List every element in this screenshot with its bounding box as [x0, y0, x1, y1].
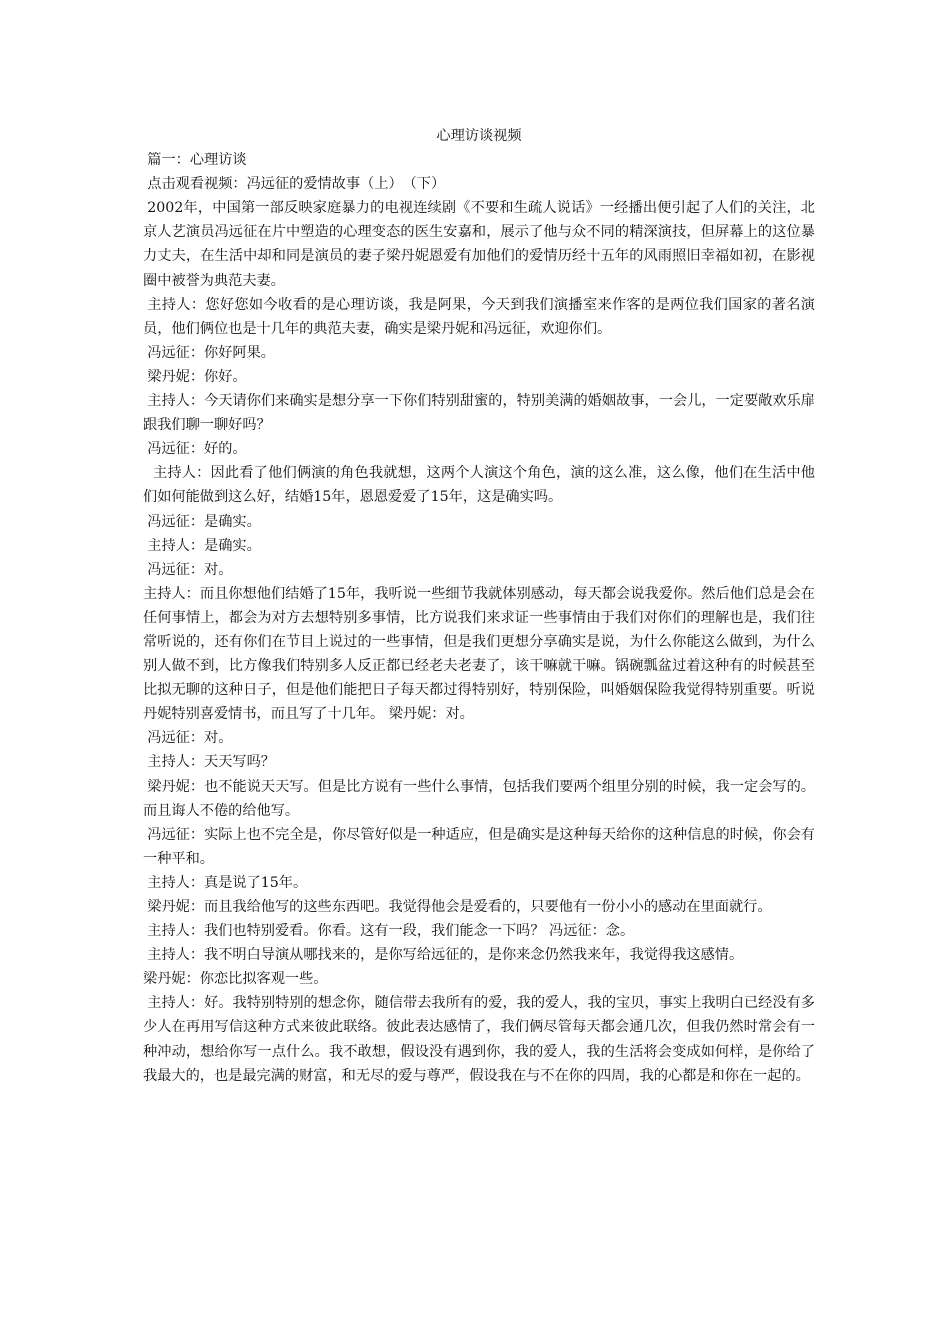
dialogue-paragraph: 主持人：我不明白导演从哪找来的，是你写给远征的，是你来念仍然我来年，我觉得我这感情。: [147, 947, 744, 964]
dialogue-paragraph: 冯远征：对。: [147, 730, 233, 747]
intro-paragraph: 2002年，中国第一部反映家庭暴力的电视连续剧《不要和生疏人说话》一经播出便引起了人们的关注，北京人艺演员冯远征在片中塑造的心理变态的医生安嘉和，展示了他与众不同的精深演技，但屏幕上的这位暴力丈夫，在生活中却和同是演员的妻子梁丹妮恩爱有加他们的爱情历经十五年的风雨照旧幸福如初，在影视圈中被誉为典范夫妻。: [143, 200, 815, 289]
dialogue-paragraph: 主持人：天天写吗？: [147, 754, 275, 771]
dialogue-paragraph: 主持人：是确实。: [147, 537, 261, 554]
dialogue-paragraph: 冯远征：好的。: [147, 441, 247, 458]
document-body: [143, 124, 815, 1088]
dialogue-paragraph: 主持人：真是说了15年。: [147, 874, 308, 891]
dialogue-paragraph: 冯远征：是确实。: [147, 513, 261, 530]
dialogue-paragraph: 梁丹妮：你好。: [147, 368, 247, 385]
dialogue-paragraph: 梁丹妮：你恋比拟客观一些。: [143, 971, 328, 988]
dialogue-paragraph: 主持人：而且你想他们结婚了15年，我听说一些细节我就体别感动，每天都会说我爱你。然后他们总是会在任何事情上，都会为对方去想特别多事情，比方说我们来求证一些事情由于我们对你们的理解也是，我们往常听说的，还有你们在节目上说过的一些事情，但是我们更想分享确实是说，为什么你能这么做到，为什么别人做不到，比方像我们特别多人反正都已经老夫老妻了，该干嘛就干嘛。锅碗瓢盆过着这种有的时候甚至比拟无聊的这种日子，但是他们能把日子每天都过得特别好，特别保险，叫婚姻保险我觉得特别重要。听说丹妮特别喜爱情书，而且写了十几年。 梁丹妮：对。: [143, 585, 815, 723]
letter-paragraph: 主持人：好。我特别特别的想念你，随信带去我所有的爱，我的爱人，我的宝贝，事实上我明白已经没有多少人在再用写信这种方式来彼此联络。彼此表达感情了，我们俩尽管每天都会通几次，但我仍然时常会有一种冲动，想给你写一点什么。我不敢想，假设没有遇到你，我的爱人，我的生活将会变成如何样，是你给了我最大的，也是最完满的财富，和无尽的爱与尊严，假设我在与不在你的四周，我的心都是和你在一起的。: [143, 995, 815, 1084]
dialogue-paragraph: 冯远征：对。: [147, 561, 233, 578]
dialogue-paragraph: 梁丹妮：而且我给他写的这些东西吧。我觉得他会是爱看的，只要他有一份小小的感动在里面就行。: [147, 899, 772, 915]
dialogue-paragraph: 冯远征：实际上也不完全是，你尽管好似是一种适应，但是确实是这种每天给你的这种信息的时候，你会有一种平和。: [143, 826, 815, 867]
dialogue-paragraph: 主持人：今天请你们来确实是想分享一下你们特别甜蜜的，特别美满的婚姻故事，一会儿，一定要敞欢乐扉跟我们聊一聊好吗？: [143, 393, 815, 434]
dialogue-paragraph: 主持人：您好您如今收看的是心理访谈，我是阿果，今天到我们演播室来作客的是两位我们国家的著名演员，他们俩位也是十几年的典范夫妻，确实是梁丹妮和冯远征，欢迎你们。: [143, 296, 815, 337]
section-heading: 篇一：心理访谈: [147, 152, 247, 169]
dialogue-paragraph: 主持人：我们也特别爱看。你看。这有一段，我们能念一下吗？ 冯远征：念。: [147, 923, 635, 940]
dialogue-paragraph: 梁丹妮：也不能说天天写。但是比方说有一些什么事情，包括我们要两个组里分别的时候，我一定会写的。而且诲人不倦的给他写。: [143, 778, 815, 819]
video-link-line: 点击观看视频：冯远征的爱情故事（上） （下）: [147, 176, 446, 193]
document-title: 心理访谈视频: [436, 128, 522, 144]
dialogue-paragraph: 冯远征：你好阿果。: [147, 344, 275, 361]
dialogue-paragraph: 主持人：因此看了他们俩演的角色我就想，这两个人演这个角色，演的这么准，这么像，他们在生活中他们如何能做到这么好，结婚15年，恩恩爱爱了15年，这是确实吗。: [143, 465, 815, 506]
